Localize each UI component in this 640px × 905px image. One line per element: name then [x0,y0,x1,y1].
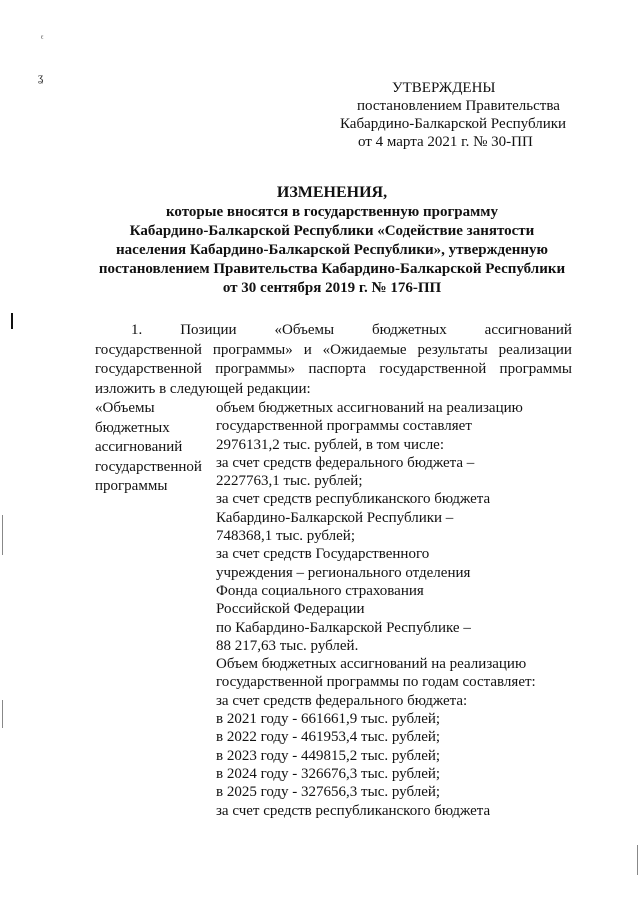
table-left-column [95,399,211,497]
word: паспорта [308,361,367,377]
right-cell-line: 2227763,1 тыс. рублей; [216,473,363,490]
right-cell-line: 88 217,63 тыс. рублей. [216,637,359,654]
title-line: постановлением Правительства Кабардино-Балкарской Республики [98,261,566,277]
word: программы [499,361,572,377]
word: Позиции [180,322,237,338]
right-cell-line: за счет средств федерального бюджета: [216,692,468,709]
margin-bar [11,313,13,329]
word: программы» [215,361,296,377]
right-cell-line: по Кабардино-Балкарской Республике – [216,619,471,636]
right-cell-line: в 2024 году - 326676,3 тыс. рублей; [216,765,441,782]
approval-line: Кабардино-Балкарской Республики [340,116,567,132]
approval-title: УТВЕРЖДЕНЫ [392,80,496,96]
word: и [303,341,312,358]
title-line: от 30 сентября 2019 г. № 176-ПП [222,280,442,296]
title-line: Кабардино-Балкарской Республики «Содействие занятости [129,223,535,239]
right-cell-line: 748368,1 тыс. рублей; [216,528,355,545]
right-cell-line: за счет средств федерального бюджета – [216,454,475,471]
right-cell-line: Российской Федерации [216,601,365,618]
word: государственной [95,341,202,358]
right-cell-line: объем бюджетных ассигнований на реализацию [216,400,523,416]
word: реализации [498,341,572,358]
scan-edge-line [637,845,638,875]
word: бюджетных [372,322,447,338]
left-cell-line: программы [95,478,168,494]
title-line: населения Кабардино-Балкарской Республики», утвержденную [116,242,548,258]
word: «Ожидаемые [322,341,407,358]
right-cell-line: за счет средств Государственного [216,546,430,563]
right-cell-line: учреждения – регионального отделения [216,564,471,581]
right-cell-line: за счет средств республиканского бюджета [216,491,491,508]
paragraph-line [95,360,572,380]
table-right-column [216,399,572,820]
left-cell-line: «Объемы [95,400,155,416]
title-line: которые вносятся в государственную программу [165,204,499,220]
right-cell-line: государственной программы по годам составляет: [216,674,536,691]
word: «Объемы [274,322,335,338]
word: 1. [131,322,143,338]
paragraph-line [95,321,572,341]
left-cell-line: бюджетных [95,419,170,436]
paragraph-line: изложить в следующей редакции: [95,380,311,397]
right-cell-line: в 2021 году - 661661,9 тыс. рублей; [216,711,441,728]
right-cell-line: Фонда социального страхования [216,582,424,599]
approval-date: от 4 марта 2021 г. № 30-ПП [358,134,533,150]
title-heading: ИЗМЕНЕНИЯ, [276,184,388,201]
left-cell-line: государственной [95,458,202,475]
word: результаты [417,341,488,358]
scan-edge-line [2,515,3,555]
right-cell-line: за счет средств республиканского бюджета [216,802,491,819]
right-cell-line: Кабардино-Балкарской Республики – [216,509,454,526]
scan-edge-line [2,700,3,728]
document-title [95,183,569,298]
paragraph-1 [95,321,572,399]
right-cell-line: Объем бюджетных ассигнований на реализацию [216,656,527,673]
scan-speck: ᵋ [41,33,44,44]
approval-stamp [340,79,566,151]
left-cell-line: ассигнований [95,439,183,455]
approval-line: постановлением Правительства [357,98,560,114]
word: государственной [95,361,202,377]
right-cell-line: государственной программы составляет [216,418,472,435]
right-cell-line: 2976131,2 тыс. рублей, в том числе: [216,436,445,453]
word: государственной [379,361,487,377]
word: ассигнований [484,322,572,338]
right-cell-line: в 2025 году - 327656,3 тыс. рублей; [216,784,441,801]
right-cell-line: в 2023 году - 449815,2 тыс. рублей; [216,747,441,764]
scan-mark: ʓ [38,70,44,84]
word: программы» [212,341,293,358]
right-cell-line: в 2022 году - 461953,4 тыс. рублей; [216,729,441,746]
paragraph-line [95,341,572,361]
